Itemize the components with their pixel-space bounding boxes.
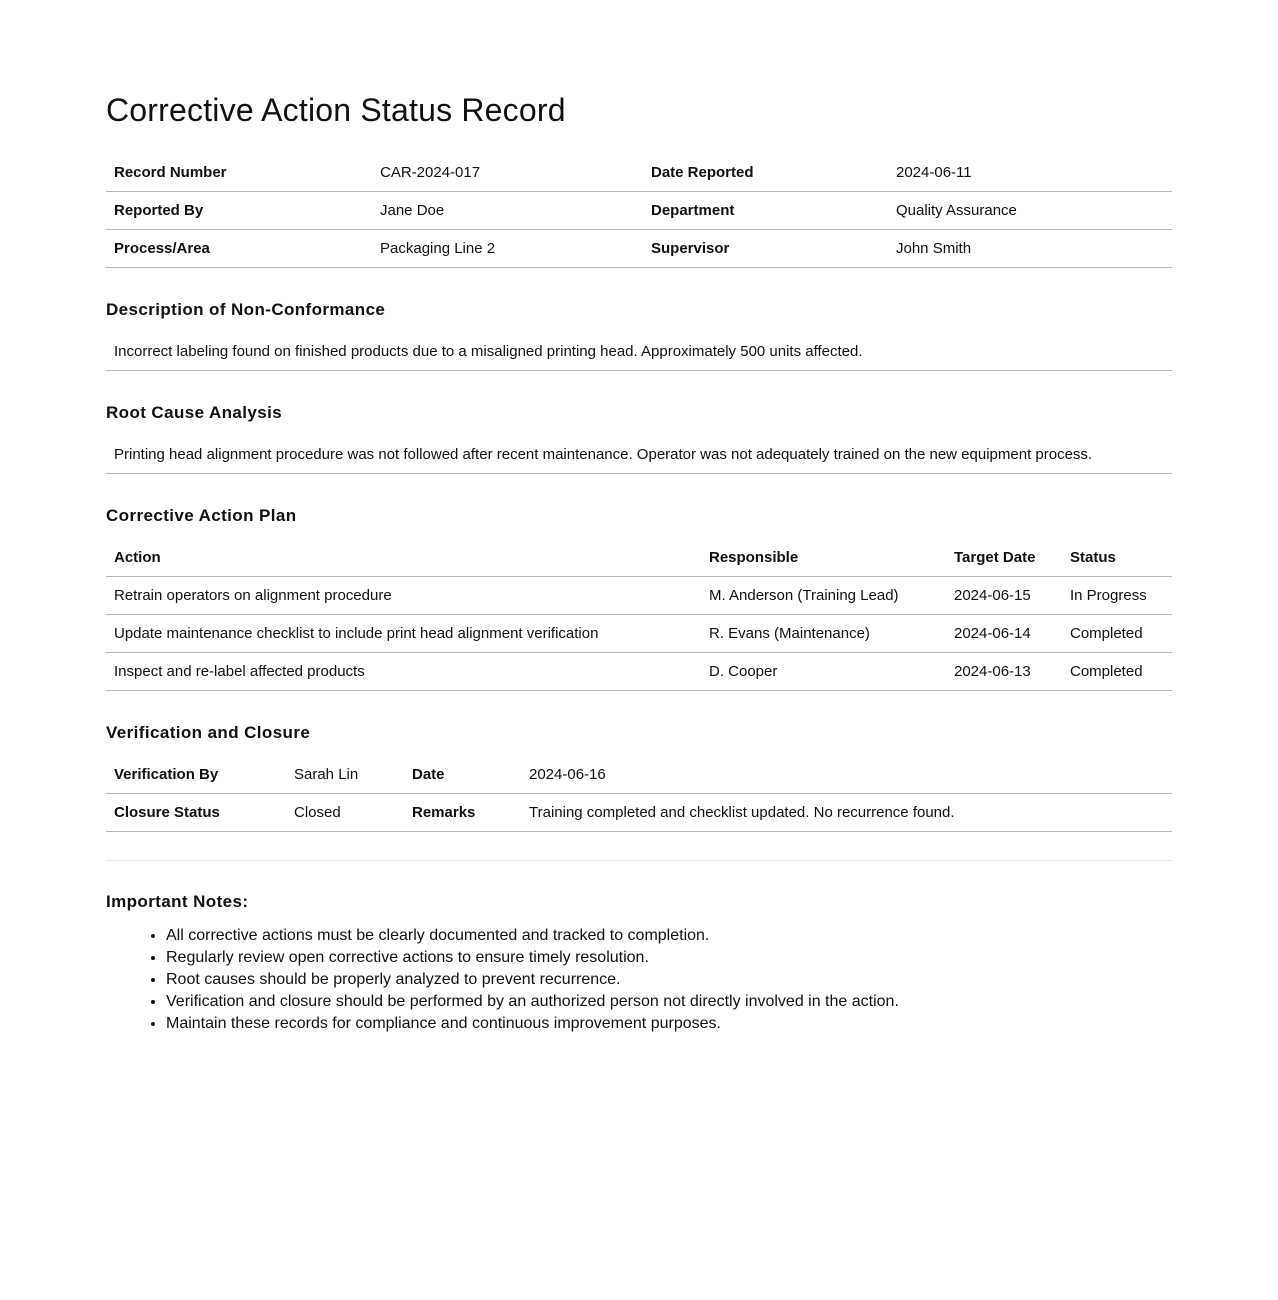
root-cause-heading: Root Cause Analysis xyxy=(106,403,283,422)
status-cell: In Progress xyxy=(1062,577,1172,615)
process-area-label: Process/Area xyxy=(106,230,372,268)
verification-by-label: Verification By xyxy=(106,756,286,794)
action-cell: Inspect and re-label affected products xyxy=(106,653,701,691)
record-info-table xyxy=(106,154,1172,268)
table-header-row xyxy=(106,539,1172,577)
column-header-action: Action xyxy=(106,539,701,577)
remarks-label: Remarks xyxy=(404,794,521,832)
list-item: • Regularly review open corrective actions to ensure timely resolution. xyxy=(166,947,1172,969)
list-item: • Root causes should be properly analyzed to prevent recurrence. xyxy=(166,969,1172,991)
closure-status-label: Closure Status xyxy=(106,794,286,832)
target-date-cell: 2024-06-15 xyxy=(946,577,1062,615)
list-item: • All corrective actions must be clearly documented and tracked to completion. xyxy=(166,925,1172,947)
document xyxy=(106,0,1172,1035)
target-date-cell: 2024-06-13 xyxy=(946,653,1062,691)
action-cell: Update maintenance checklist to include print head alignment verification xyxy=(106,615,701,653)
column-header-responsible: Responsible xyxy=(701,539,946,577)
table-row xyxy=(106,615,1172,653)
record-number-value: CAR-2024-017 xyxy=(372,154,643,192)
table-row xyxy=(106,756,1172,794)
table-row xyxy=(106,653,1172,691)
status-cell: Completed xyxy=(1062,615,1172,653)
verification-heading: Verification and Closure xyxy=(106,723,311,742)
root-cause-text: Printing head alignment procedure was not followed after recent maintenance. Operator was not adequately trained on the new equipment process. xyxy=(106,436,1172,474)
table-row xyxy=(106,794,1172,832)
list-item: • Verification and closure should be performed by an authorized person not directly involved in the action. xyxy=(166,991,1172,1013)
responsible-cell: M. Anderson (Training Lead) xyxy=(701,577,946,615)
responsible-cell: D. Cooper xyxy=(701,653,946,691)
column-header-target-date: Target Date xyxy=(946,539,1062,577)
description-text: Incorrect labeling found on finished products due to a misaligned printing head. Approximately 500 units affected. xyxy=(106,333,1172,371)
target-date-cell: 2024-06-14 xyxy=(946,615,1062,653)
notes-heading: Important Notes: xyxy=(106,892,249,911)
page-title: Corrective Action Status Record xyxy=(106,92,566,128)
process-area-value: Packaging Line 2 xyxy=(372,230,643,268)
remarks-value: Training completed and checklist updated. No recurrence found. xyxy=(521,794,1172,832)
supervisor-value: John Smith xyxy=(888,230,1172,268)
responsible-cell: R. Evans (Maintenance) xyxy=(701,615,946,653)
section-divider xyxy=(106,860,1172,861)
table-row xyxy=(106,230,1172,268)
closure-status-value: Closed xyxy=(286,794,404,832)
verification-by-value: Sarah Lin xyxy=(286,756,404,794)
list-item: • Maintain these records for compliance and continuous improvement purposes. xyxy=(166,1013,1172,1035)
notes-list xyxy=(106,925,1172,1035)
department-label: Department xyxy=(643,192,888,230)
action-cell: Retrain operators on alignment procedure xyxy=(106,577,701,615)
reported-by-label: Reported By xyxy=(106,192,372,230)
table-row xyxy=(106,577,1172,615)
date-reported-label: Date Reported xyxy=(643,154,888,192)
column-header-status: Status xyxy=(1062,539,1172,577)
verification-table xyxy=(106,756,1172,832)
verification-date-label: Date xyxy=(404,756,521,794)
status-cell: Completed xyxy=(1062,653,1172,691)
department-value: Quality Assurance xyxy=(888,192,1172,230)
table-row xyxy=(106,154,1172,192)
action-plan-heading: Corrective Action Plan xyxy=(106,506,297,525)
reported-by-value: Jane Doe xyxy=(372,192,643,230)
description-heading: Description of Non-Conformance xyxy=(106,300,386,319)
verification-date-value: 2024-06-16 xyxy=(521,756,1172,794)
record-number-label: Record Number xyxy=(106,154,372,192)
table-row xyxy=(106,192,1172,230)
supervisor-label: Supervisor xyxy=(643,230,888,268)
action-plan-table xyxy=(106,539,1172,691)
date-reported-value: 2024-06-11 xyxy=(888,154,1172,192)
